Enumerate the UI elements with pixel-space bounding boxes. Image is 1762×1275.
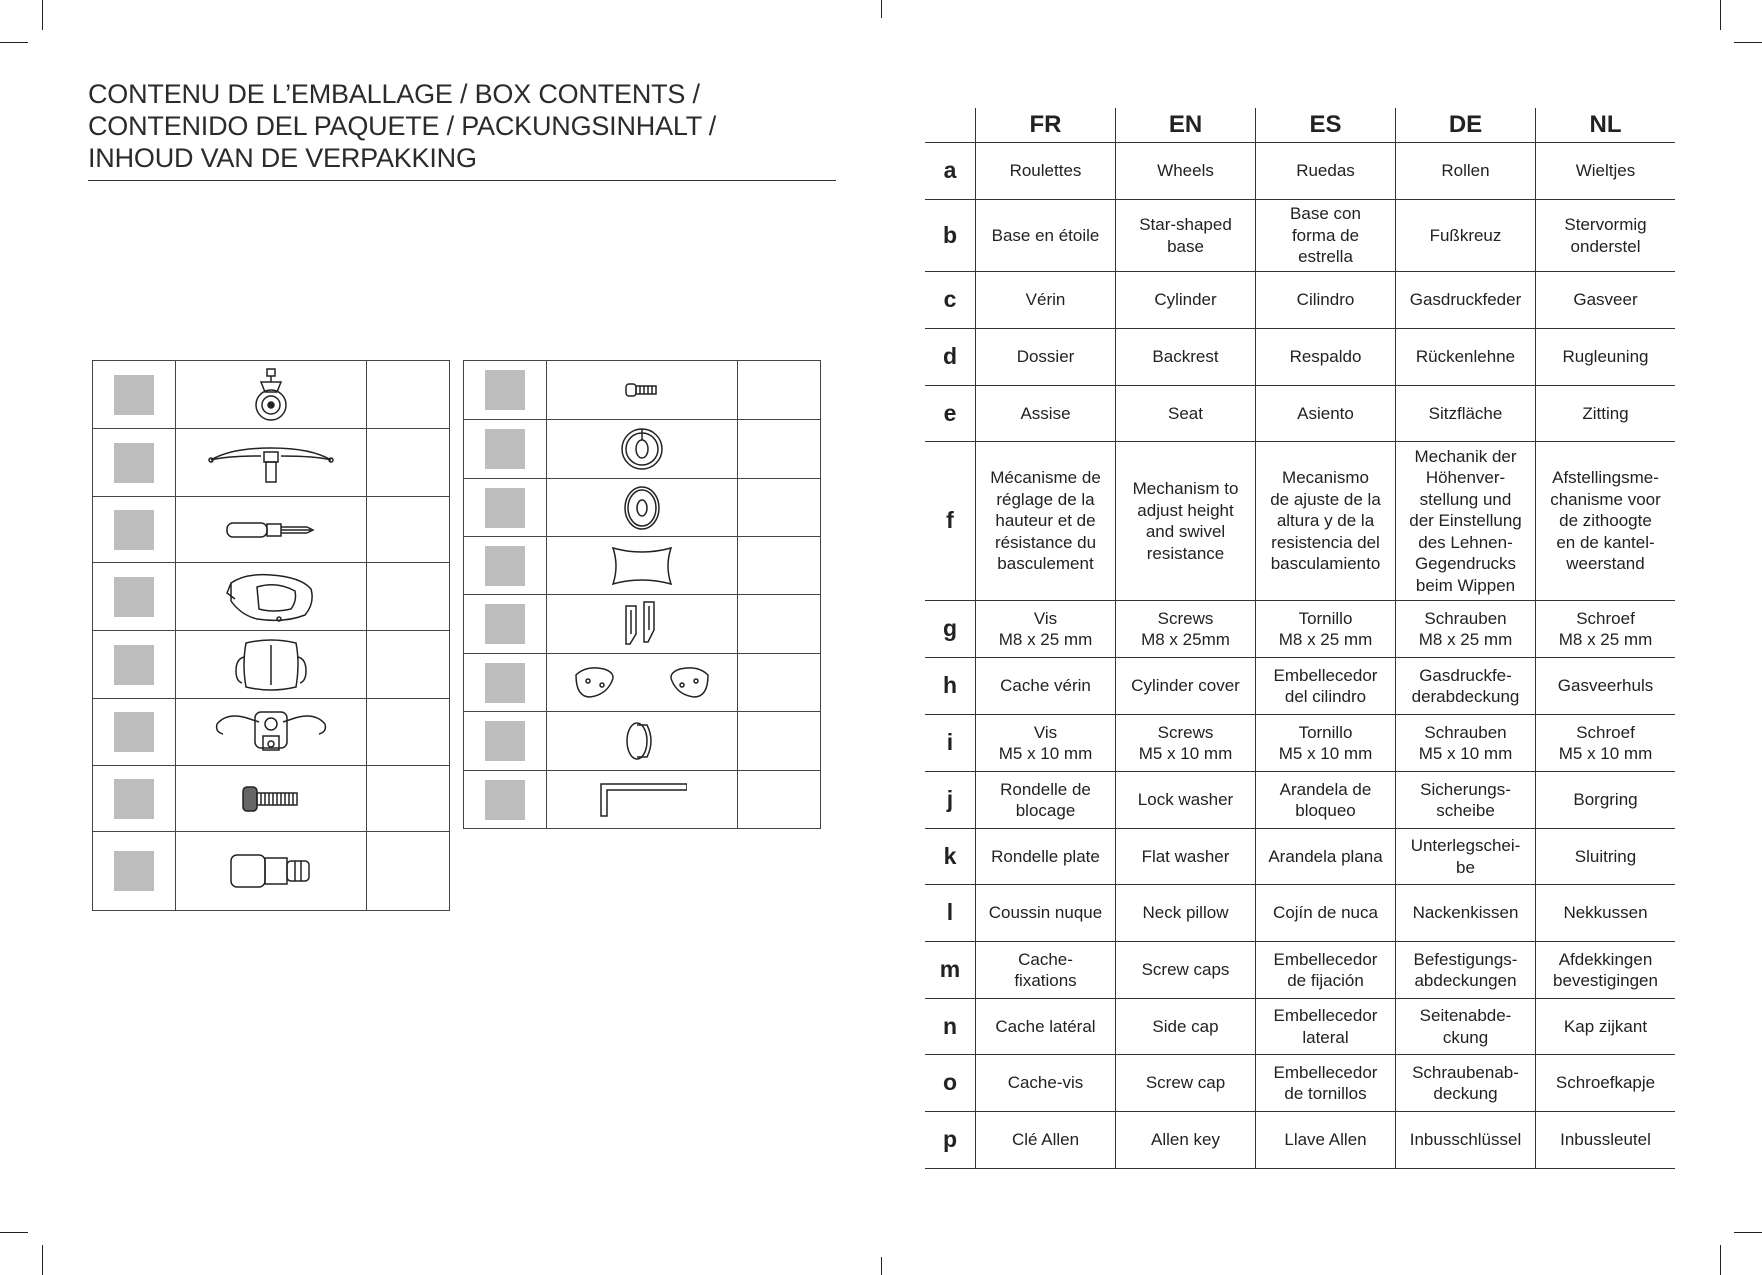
table-row	[925, 829, 1675, 885]
translation-cell: Gasdruckfeder	[1396, 272, 1536, 329]
parts-row	[93, 832, 450, 911]
star-base-icon	[206, 438, 336, 488]
translation-cell: Nekkussen	[1536, 885, 1676, 942]
crop-mark	[1734, 42, 1762, 43]
translation-cell: Arandela plana	[1256, 829, 1396, 885]
part-swatch	[114, 375, 154, 415]
part-swatch	[114, 851, 154, 891]
translation-cell: Cache latéral	[976, 999, 1116, 1055]
table-row	[925, 386, 1675, 442]
seat-icon	[226, 635, 316, 695]
translation-cell: Neck pillow	[1116, 885, 1256, 942]
part-letter: p	[925, 1112, 976, 1169]
translation-cell: Mécanisme de réglage de la hauteur et de résistance du basculement	[976, 442, 1116, 601]
table-header-row	[925, 108, 1675, 143]
translation-cell: Cache-vis	[976, 1055, 1116, 1112]
screw-icon	[239, 783, 303, 815]
translation-cell: Mechanik der Höhenver- stellung und der Einstellung des Lehnen- Gegendrucks beim Wippen	[1396, 442, 1536, 601]
part-swatch	[114, 510, 154, 550]
crop-mark	[1720, 0, 1721, 30]
part-swatch	[114, 645, 154, 685]
parts-grid-right	[463, 360, 821, 829]
language-header: ES	[1256, 108, 1396, 143]
parts-row	[93, 766, 450, 832]
translation-cell: Base en étoile	[976, 200, 1116, 272]
part-letter: c	[925, 272, 976, 329]
translation-cell: Inbusschlüssel	[1396, 1112, 1536, 1169]
translation-cell: Llave Allen	[1256, 1112, 1396, 1169]
translation-cell: Backrest	[1116, 329, 1256, 386]
translation-cell: Gasveer	[1536, 272, 1676, 329]
translation-cell: Cache- fixations	[976, 942, 1116, 999]
translation-cell: Schraubenab- deckung	[1396, 1055, 1536, 1112]
title-line: CONTENU DE L’EMBALLAGE / BOX CONTENTS /	[88, 79, 700, 109]
part-letter: i	[925, 715, 976, 772]
translation-cell: Schroef M8 x 25 mm	[1536, 601, 1676, 658]
translation-cell: Screw cap	[1116, 1055, 1256, 1112]
translation-cell: Cylinder	[1116, 272, 1256, 329]
translation-cell: Embellecedor de fijación	[1256, 942, 1396, 999]
part-letter: e	[925, 386, 976, 442]
part-letter: f	[925, 442, 976, 601]
translation-cell: Base con forma de estrella	[1256, 200, 1396, 272]
translation-cell: Rugleuning	[1536, 329, 1676, 386]
parts-row	[93, 429, 450, 497]
translation-cell: Schrauben M8 x 25 mm	[1396, 601, 1536, 658]
parts-grid-left	[92, 360, 450, 911]
parts-row	[464, 479, 821, 537]
translation-cell: Cylinder cover	[1116, 658, 1256, 715]
table-row	[925, 658, 1675, 715]
parts-row	[93, 631, 450, 699]
parts-row	[464, 654, 821, 712]
screw-caps-icon	[622, 598, 662, 650]
crop-mark	[1720, 1245, 1721, 1275]
translation-cell: Arandela de bloqueo	[1256, 772, 1396, 829]
translation-cell: Schrauben M5 x 10 mm	[1396, 715, 1536, 772]
mechanism-icon	[211, 702, 331, 762]
translation-cell: Asiento	[1256, 386, 1396, 442]
translation-cell: Schroefkapje	[1536, 1055, 1676, 1112]
flat-washer-icon	[620, 484, 664, 532]
parts-row	[93, 361, 450, 429]
table-row	[925, 715, 1675, 772]
parts-row	[464, 595, 821, 654]
translation-table	[925, 108, 1675, 1169]
translation-cell: Tornillo M8 x 25 mm	[1256, 601, 1396, 658]
parts-row	[93, 563, 450, 631]
chair-back-icon	[221, 569, 321, 625]
translation-cell: Stervormig onderstel	[1536, 200, 1676, 272]
part-swatch	[485, 604, 525, 644]
translation-cell: Rondelle de blocage	[976, 772, 1116, 829]
translation-cell: Seitenabde- ckung	[1396, 999, 1536, 1055]
parts-row	[464, 420, 821, 479]
table-row	[925, 999, 1675, 1055]
translation-cell: Rückenlehne	[1396, 329, 1536, 386]
part-swatch	[485, 488, 525, 528]
translation-cell: Kap zijkant	[1536, 999, 1676, 1055]
table-row	[925, 200, 1675, 272]
table-row	[925, 1055, 1675, 1112]
part-letter: m	[925, 942, 976, 999]
translation-cell: Roulettes	[976, 143, 1116, 200]
part-swatch	[485, 546, 525, 586]
part-letter: g	[925, 601, 976, 658]
part-letter: n	[925, 999, 976, 1055]
part-swatch	[485, 663, 525, 703]
parts-row	[93, 699, 450, 766]
part-letter: k	[925, 829, 976, 885]
translation-cell: Star-shaped base	[1116, 200, 1256, 272]
part-swatch	[114, 577, 154, 617]
translation-cell: Sitzfläche	[1396, 386, 1536, 442]
translation-cell: Afdekkingen bevestigingen	[1536, 942, 1676, 999]
part-letter: o	[925, 1055, 976, 1112]
translation-cell: Cilindro	[1256, 272, 1396, 329]
translation-cell: Screw caps	[1116, 942, 1256, 999]
translation-cell: Screws M8 x 25mm	[1116, 601, 1256, 658]
translation-cell: Nackenkissen	[1396, 885, 1536, 942]
translation-cell: Lock washer	[1116, 772, 1256, 829]
page-title	[88, 78, 836, 174]
translation-cell: Embellecedor lateral	[1256, 999, 1396, 1055]
table-row	[925, 329, 1675, 386]
cylinder-cover-icon	[223, 849, 319, 893]
translation-cell: Dossier	[976, 329, 1116, 386]
parts-row	[464, 712, 821, 771]
translation-cell: Vérin	[976, 272, 1116, 329]
part-letter: d	[925, 329, 976, 386]
translation-cell: Vis M5 x 10 mm	[976, 715, 1116, 772]
part-swatch	[114, 779, 154, 819]
translation-cell: Clé Allen	[976, 1112, 1116, 1169]
language-header: FR	[976, 108, 1116, 143]
part-letter: b	[925, 200, 976, 272]
part-swatch	[114, 712, 154, 752]
translation-cell: Allen key	[1116, 1112, 1256, 1169]
parts-row	[93, 497, 450, 563]
translation-cell: Seat	[1116, 386, 1256, 442]
translation-cell: Borgring	[1536, 772, 1676, 829]
translation-cell: Ruedas	[1256, 143, 1396, 200]
language-header: DE	[1396, 108, 1536, 143]
translation-cell: Cache vérin	[976, 658, 1116, 715]
table-row	[925, 1112, 1675, 1169]
translation-cell: Rondelle plate	[976, 829, 1116, 885]
caster-wheel-icon	[241, 365, 301, 425]
table-row	[925, 942, 1675, 999]
crop-mark	[42, 1245, 43, 1275]
part-swatch	[485, 780, 525, 820]
translation-cell: Wheels	[1116, 143, 1256, 200]
part-swatch	[485, 429, 525, 469]
translation-cell: Respaldo	[1256, 329, 1396, 386]
table-row	[925, 143, 1675, 200]
table-row	[925, 601, 1675, 658]
translation-cell: Fußkreuz	[1396, 200, 1536, 272]
translation-cell: Flat washer	[1116, 829, 1256, 885]
translation-cell: Zitting	[1536, 386, 1676, 442]
neck-pillow-icon	[607, 542, 677, 590]
table-row	[925, 772, 1675, 829]
language-header: NL	[1536, 108, 1676, 143]
translation-cell: Assise	[976, 386, 1116, 442]
table-row	[925, 272, 1675, 329]
part-letter: a	[925, 143, 976, 200]
translation-cell: Afstellingsme- chanisme voor de zithoogte en de kantel- weerstand	[1536, 442, 1676, 601]
language-header: EN	[1116, 108, 1256, 143]
translation-cell: Gasdruckfe- derabdeckung	[1396, 658, 1536, 715]
part-letter: h	[925, 658, 976, 715]
translation-cell: Mechanism to adjust height and swivel resistance	[1116, 442, 1256, 601]
translation-cell: Embellecedor de tornillos	[1256, 1055, 1396, 1112]
translation-cell: Coussin nuque	[976, 885, 1116, 942]
translation-cell: Unterlegschei- be	[1396, 829, 1536, 885]
crop-mark	[881, 0, 882, 18]
title-divider	[88, 180, 836, 181]
crop-mark	[1734, 1232, 1762, 1233]
parts-row	[464, 537, 821, 595]
side-cap-icon	[572, 661, 712, 705]
parts-row	[464, 771, 821, 829]
title-line: CONTENIDO DEL PAQUETE / PACKUNGSINHALT /	[88, 111, 717, 141]
small-screw-icon	[622, 380, 662, 400]
translation-cell: Befestigungs- abdeckungen	[1396, 942, 1536, 999]
crop-mark	[42, 0, 43, 30]
gas-cylinder-icon	[221, 515, 321, 545]
translation-cell: Wieltjes	[1536, 143, 1676, 200]
screw-cap-icon	[625, 719, 659, 763]
crop-mark	[0, 1232, 28, 1233]
part-swatch	[485, 370, 525, 410]
translation-cell: Screws M5 x 10 mm	[1116, 715, 1256, 772]
table-row	[925, 442, 1675, 601]
part-swatch	[485, 721, 525, 761]
translation-cell: Embellecedor del cilindro	[1256, 658, 1396, 715]
translation-cell: Side cap	[1116, 999, 1256, 1055]
translation-cell: Sluitring	[1536, 829, 1676, 885]
crop-mark	[881, 1257, 882, 1275]
translation-cell: Mecanismo de ajuste de la altura y de la resistencia del basculamiento	[1256, 442, 1396, 601]
title-line: INHOUD VAN DE VERPAKKING	[88, 143, 477, 173]
translation-cell: Inbussleutel	[1536, 1112, 1676, 1169]
part-swatch	[114, 443, 154, 483]
translation-cell: Sicherungs- scheibe	[1396, 772, 1536, 829]
translation-cell: Cojín de nuca	[1256, 885, 1396, 942]
table-row	[925, 885, 1675, 942]
part-letter: l	[925, 885, 976, 942]
translation-cell: Gasveerhuls	[1536, 658, 1676, 715]
translation-cell: Vis M8 x 25 mm	[976, 601, 1116, 658]
parts-row	[464, 361, 821, 420]
part-letter: j	[925, 772, 976, 829]
lock-washer-icon	[618, 425, 666, 473]
translation-cell: Rollen	[1396, 143, 1536, 200]
translation-cell: Tornillo M5 x 10 mm	[1256, 715, 1396, 772]
crop-mark	[0, 42, 28, 43]
translation-cell: Schroef M5 x 10 mm	[1536, 715, 1676, 772]
allen-key-icon	[597, 780, 687, 820]
